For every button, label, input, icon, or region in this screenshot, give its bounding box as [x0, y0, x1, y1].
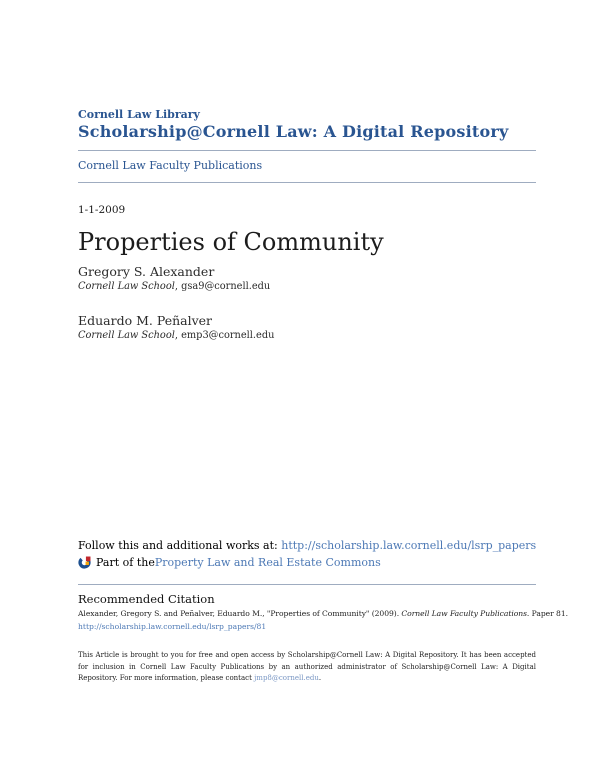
article-title: Properties of Community	[78, 228, 384, 256]
author-affiliation	[78, 280, 536, 293]
author-email: emp3@cornell.edu	[181, 330, 275, 341]
publication-date: 1-1-2009	[78, 204, 126, 216]
page-content	[78, 0, 568, 685]
citation-series-italic: Cornell Law Faculty Publications.	[401, 609, 530, 618]
author-school: Cornell Law School	[78, 281, 175, 292]
commons-category-link[interactable]: Property Law and Real Estate Commons	[154, 556, 381, 569]
citation-divider	[78, 584, 536, 585]
follow-works-line	[78, 537, 536, 554]
author-email: gsa9@cornell.edu	[181, 281, 271, 292]
library-name: Cornell Law Library	[78, 108, 200, 121]
author-affiliation	[78, 329, 536, 342]
author-name: Gregory S. Alexander	[78, 264, 215, 279]
digital-commons-pinwheel-icon	[78, 556, 91, 569]
footer-access-statement	[78, 650, 536, 685]
citation-url-line	[78, 621, 536, 634]
citation-permalink[interactable]: http://scholarship.law.cornell.edu/lsrp_papers/81	[78, 621, 267, 631]
follow-works-label: Follow this and additional works at:	[78, 539, 282, 552]
series-title: Cornell Law Faculty Publications	[78, 159, 263, 172]
footer-statement-text: This Article is brought to you for free and open access by Scholarship@Cornell Law: A Digital Repository. It has been accepted for inclusion in Cornell Law Faculty Publications by an authorized administrator of Scholarship@Cornell Law: A Digital Repository. For more information, please contact	[78, 651, 536, 682]
citation-paper-number: Paper 81.	[529, 609, 568, 618]
citation-regular: Alexander, Gregory S. and Peñalver, Eduardo M., "Properties of Community" (2009).	[78, 609, 402, 618]
repository-collection-link[interactable]: http://scholarship.law.cornell.edu/lsrp_papers	[281, 539, 537, 552]
repository-title: Scholarship@Cornell Law: A Digital Repository	[78, 122, 509, 141]
recommended-citation-heading: Recommended Citation	[78, 592, 215, 606]
affil-separator: ,	[174, 281, 182, 292]
part-of-label: Part of the	[96, 556, 155, 569]
affil-separator: ,	[174, 330, 182, 341]
header-divider-bottom	[78, 182, 536, 183]
part-of-line	[78, 554, 536, 571]
footer-period: .	[318, 674, 322, 682]
author-name: Eduardo M. Peñalver	[78, 313, 213, 328]
contact-email-link[interactable]: jmp8@cornell.edu	[254, 674, 319, 682]
citation-text	[78, 608, 568, 621]
author-school: Cornell Law School	[78, 330, 175, 341]
